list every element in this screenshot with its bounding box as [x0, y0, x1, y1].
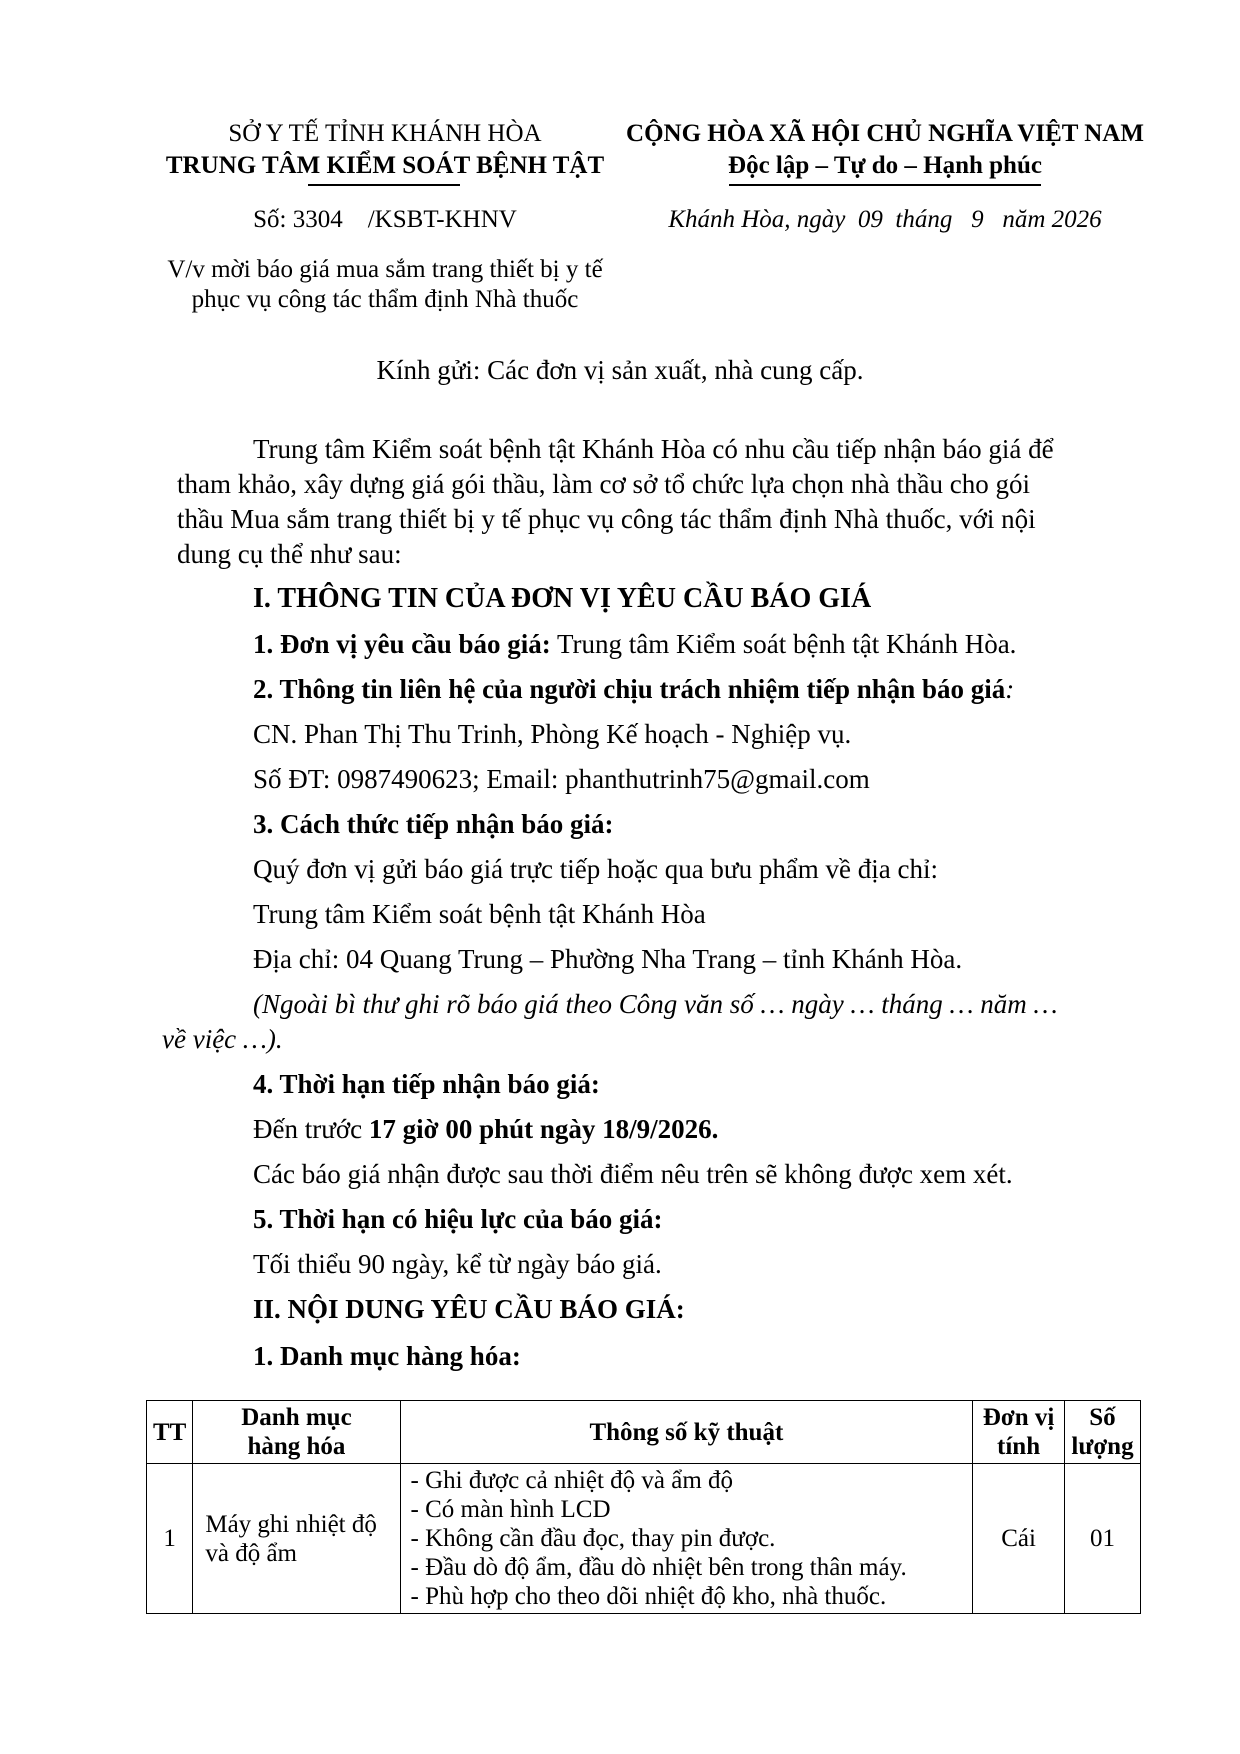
header-unit-line-2: tính	[997, 1433, 1041, 1460]
item-4-label: 4. Thời hạn tiếp nhận báo giá:	[253, 1069, 600, 1099]
contact-phone-email: Số ĐT: 0987490623; Email: phanthutrinh75@gmail.com	[253, 764, 870, 794]
item-3-address: Địa chỉ: 04 Quang Trung – Phường Nha Trang – tỉnh Khánh Hòa.	[253, 944, 963, 974]
spec-line: - Không cần đầu đọc, thay pin được.	[410, 1525, 776, 1552]
spec-line: - Có màn hình LCD	[410, 1496, 611, 1523]
motto-underline	[729, 184, 1041, 186]
row-tt: 1	[147, 1464, 193, 1614]
table-row	[147, 1464, 1141, 1614]
spec-line: - Phù hợp cho theo dõi nhiệt độ kho, nhà thuốc.	[410, 1583, 887, 1610]
item-4-note: Các báo giá nhận được sau thời điểm nêu trên sẽ không được xem xét.	[253, 1159, 1013, 1189]
document-number: Số: 3304 /KSBT-KHNV	[253, 206, 517, 233]
section-2-item-1-label: 1. Danh mục hàng hóa:	[253, 1341, 521, 1371]
subject-line-1: V/v mời báo giá mua sắm trang thiết bị y tế	[167, 256, 603, 283]
section-1-title: I. THÔNG TIN CỦA ĐƠN VỊ YÊU CẦU BÁO GIÁ	[253, 583, 872, 614]
header-tt: TT	[147, 1401, 193, 1464]
header-item-name	[193, 1401, 400, 1464]
header-unit-line-1: Đơn vị	[982, 1404, 1055, 1431]
row-spec	[400, 1464, 973, 1614]
item-4-deadline-line	[253, 1112, 718, 1147]
header-quantity-line-1: Số	[1089, 1404, 1116, 1431]
section-2-title: II. NỘI DUNG YÊU CẦU BÁO GIÁ:	[253, 1294, 685, 1324]
header-unit	[973, 1401, 1065, 1464]
item-2-colon: :	[1005, 674, 1015, 704]
subject-line-2: phục vụ công tác thẩm định Nhà thuốc	[191, 286, 579, 313]
agency-parent: SỞ Y TẾ TỈNH KHÁNH HÒA	[228, 120, 542, 147]
item-2	[253, 672, 1014, 707]
recipient: Kính gửi: Các đơn vị sản xuất, nhà cung cấp.	[376, 355, 864, 385]
item-3-line-1: Quý đơn vị gửi báo giá trực tiếp hoặc qua bưu phẩm về địa chỉ:	[253, 854, 939, 884]
item-1	[253, 627, 1016, 662]
agency-underline	[308, 184, 460, 186]
intro-line-1: Trung tâm Kiểm soát bệnh tật Khánh Hòa có nhu cầu tiếp nhận báo giá để	[253, 434, 1054, 464]
item-5-label: 5. Thời hạn có hiệu lực của báo giá:	[253, 1204, 663, 1234]
row-unit: Cái	[973, 1464, 1065, 1614]
spec-line: - Ghi được cả nhiệt độ và ẩm độ	[410, 1467, 734, 1494]
intro-line-3: thầu Mua sắm trang thiết bị y tế phục vụ công tác thẩm định Nhà thuốc, với nội	[177, 504, 1036, 534]
table-header-row	[147, 1401, 1141, 1464]
item-3-note-2: về việc …).	[162, 1024, 283, 1054]
header-item-name-line-2: hàng hóa	[247, 1433, 346, 1460]
item-1-value: Trung tâm Kiểm soát bệnh tật Khánh Hòa.	[550, 629, 1017, 659]
intro-line-2: tham khảo, xây dựng giá gói thầu, làm cơ sở tổ chức lựa chọn nhà thầu cho gói	[177, 469, 1031, 499]
item-5-value: Tối thiểu 90 ngày, kể từ ngày báo giá.	[253, 1249, 662, 1279]
intro-line-4: dung cụ thể như sau:	[177, 539, 402, 569]
item-4-deadline: 17 giờ 00 phút ngày 18/9/2026.	[368, 1114, 719, 1144]
row-item-name-line-1: Máy ghi nhiệt độ	[205, 1510, 377, 1538]
item-4-prefix: Đến trước	[253, 1114, 369, 1144]
header-quantity-line-2: lượng	[1071, 1433, 1134, 1460]
row-item-name-line-2: và độ ẩm	[205, 1539, 297, 1567]
agency-name: TRUNG TÂM KIỂM SOÁT BỆNH TẬT	[165, 152, 605, 179]
contact-name: CN. Phan Thị Thu Trinh, Phòng Kế hoạch - Nghiệp vụ.	[253, 719, 852, 749]
header-item-name-line-1: Danh mục	[241, 1404, 352, 1431]
goods-table	[146, 1400, 1141, 1614]
item-3-label: 3. Cách thức tiếp nhận báo giá:	[253, 809, 614, 839]
motto: Độc lập – Tự do – Hạnh phúc	[728, 152, 1042, 179]
item-1-label: 1. Đơn vị yêu cầu báo giá:	[253, 629, 551, 659]
row-quantity: 01	[1064, 1464, 1140, 1614]
country-name: CỘNG HÒA XÃ HỘI CHỦ NGHĨA VIỆT NAM	[626, 120, 1144, 147]
row-item-name	[193, 1464, 400, 1614]
item-3-line-2: Trung tâm Kiểm soát bệnh tật Khánh Hòa	[253, 899, 706, 929]
item-2-label: 2. Thông tin liên hệ của người chịu trách nhiệm tiếp nhận báo giá	[253, 674, 1006, 704]
issue-date: Khánh Hòa, ngày 09 tháng 9 năm 2026	[668, 206, 1102, 233]
item-3-note-1: (Ngoài bì thư ghi rõ báo giá theo Công văn số … ngày … tháng … năm …	[253, 989, 1058, 1019]
header-quantity	[1064, 1401, 1140, 1464]
header-spec: Thông số kỹ thuật	[400, 1401, 973, 1464]
spec-line: - Đầu dò độ ẩm, đầu dò nhiệt bên trong thân máy.	[410, 1554, 907, 1581]
